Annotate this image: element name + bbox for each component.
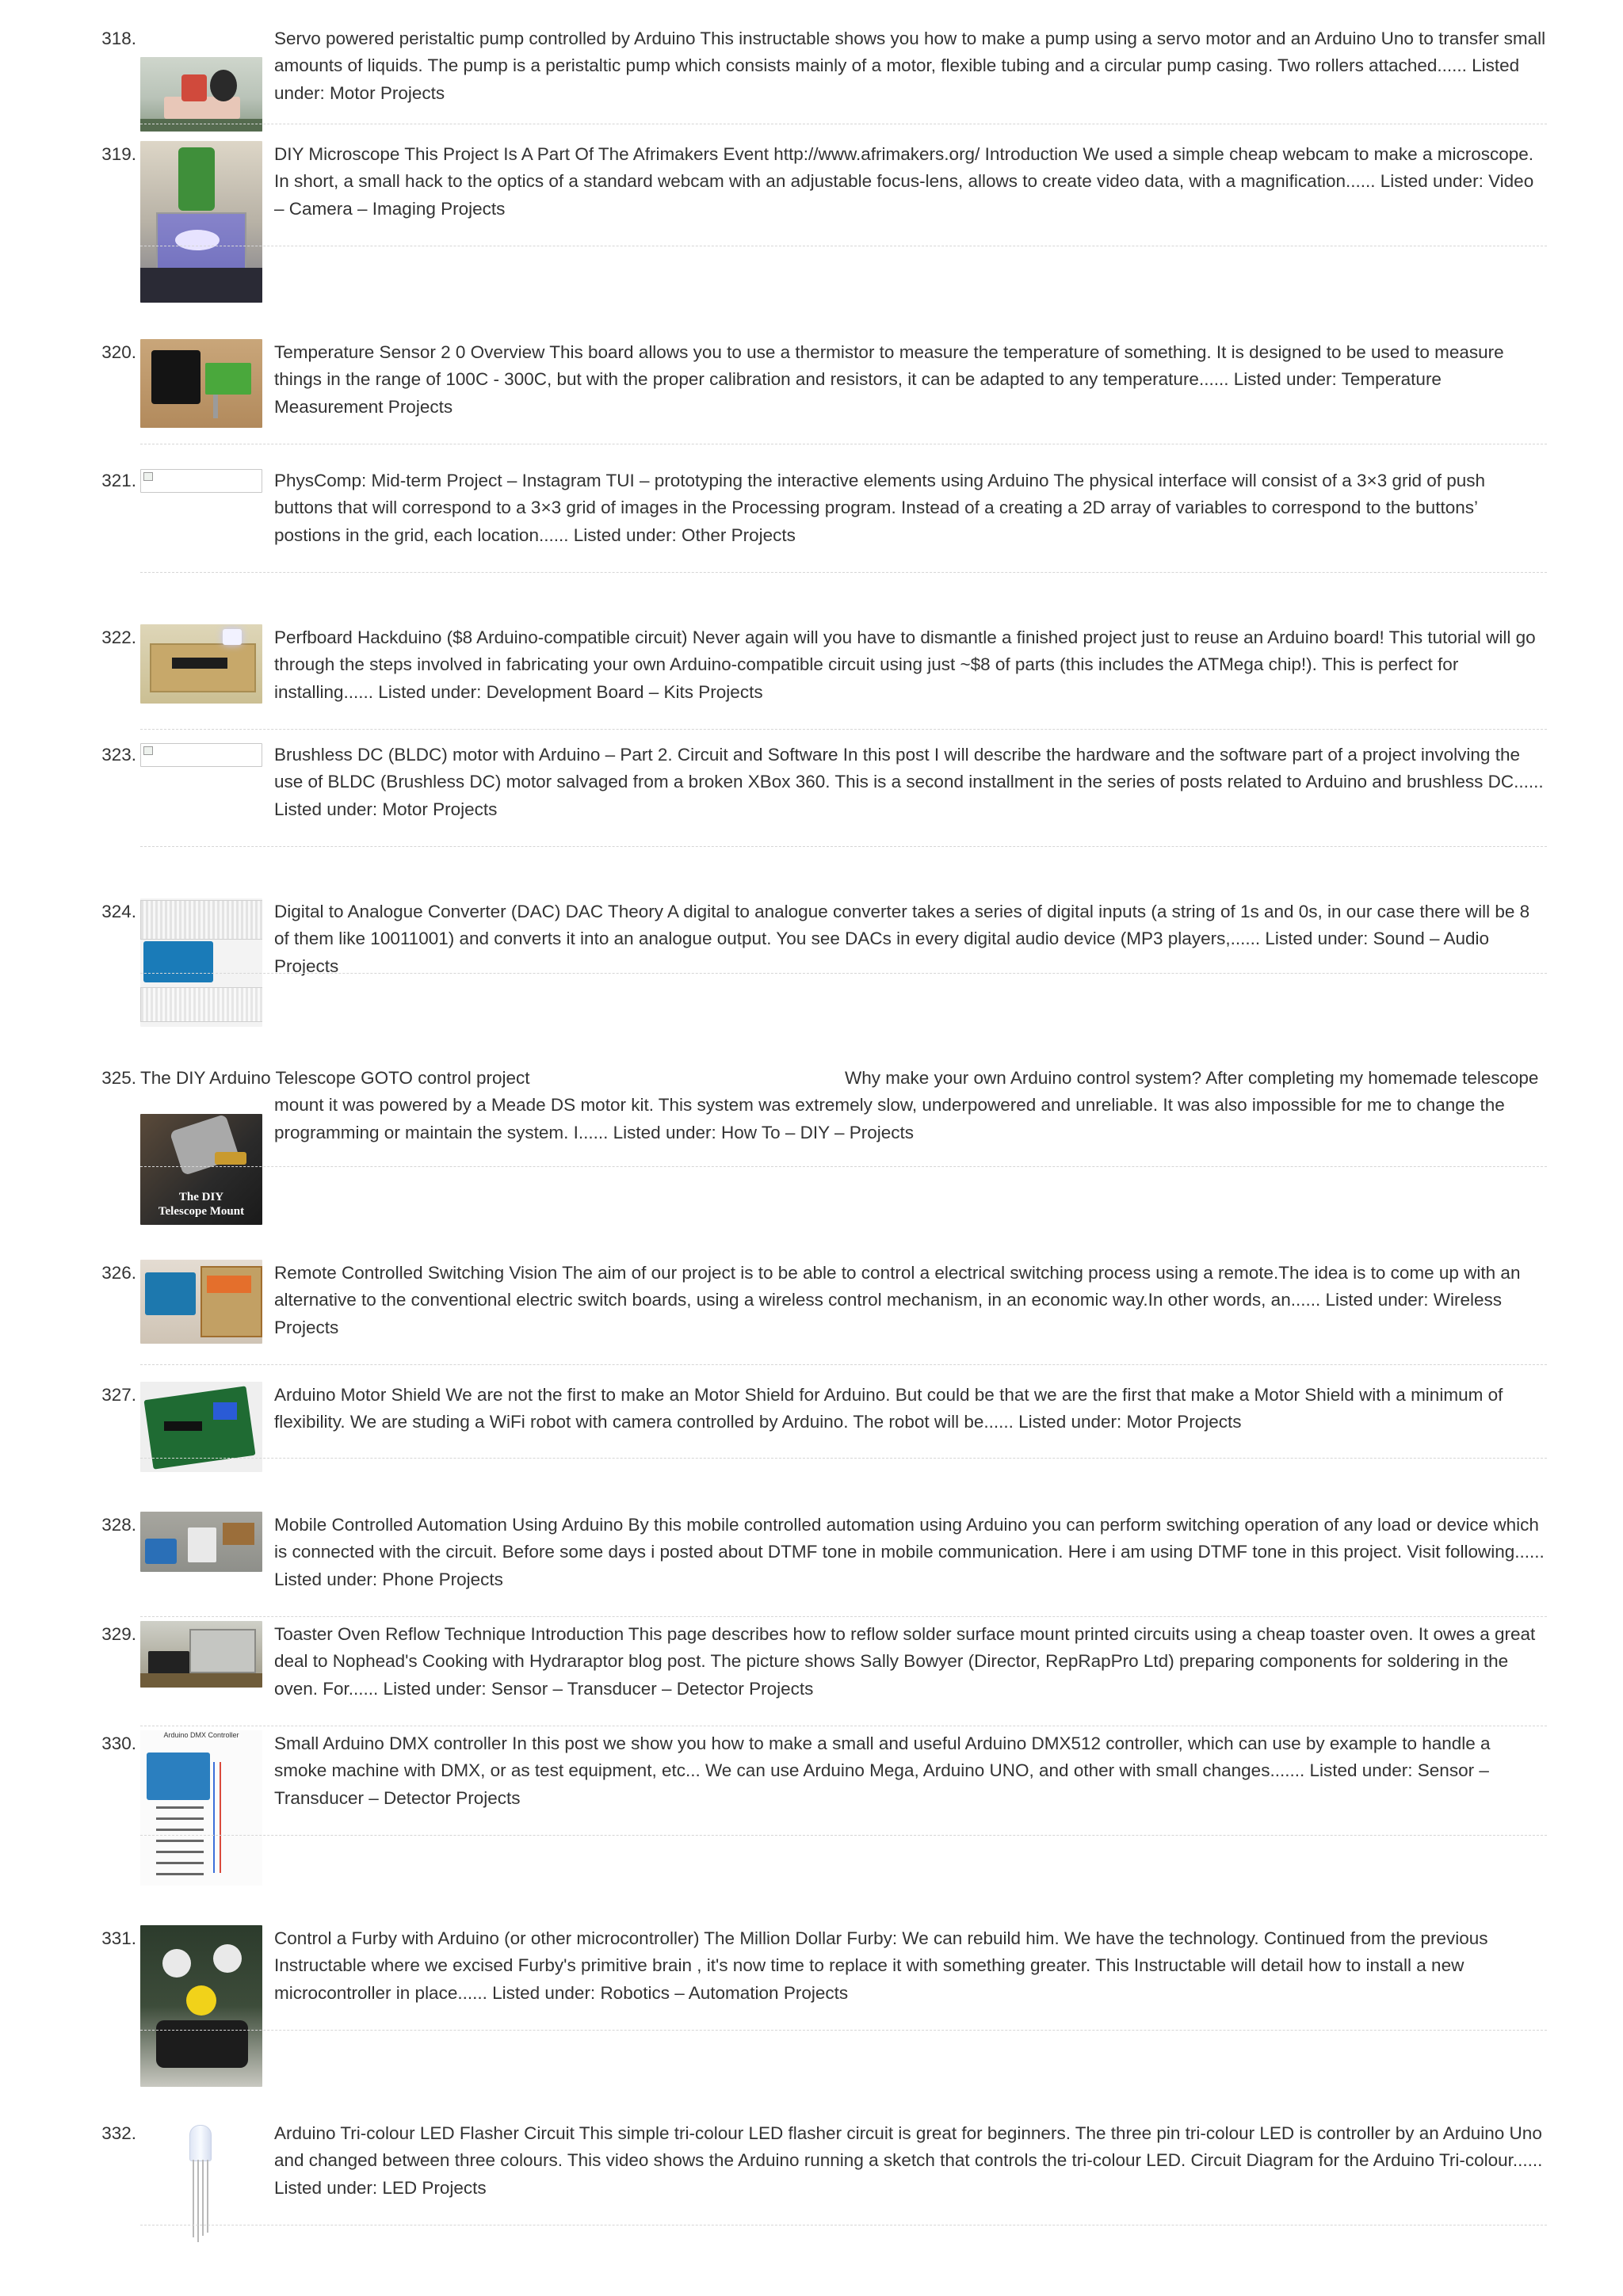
dmx-diagram-thumbnail[interactable]	[140, 1730, 262, 1886]
item-divider	[140, 1835, 1547, 1836]
item-description[interactable]: Small Arduino DMX controller In this post we show you how to make a small and useful Arduino DMX512 controller, which can use by example to handle a smoke machine with DMX, or as test equipment, etc... We can use Arduino Mega, Arduino UNO, and other with small changes....... Listed under: Sensor – Transducer – Detector Projects	[274, 1733, 1491, 1808]
item-divider	[140, 1166, 1547, 1167]
thumbnail-caption: The DIY Telescope Mount	[158, 1191, 245, 1218]
item-description[interactable]: DIY Microscope This Project Is A Part Of The Afrimakers Event http://www.afrimakers.org/ Introduction We used a simple cheap webcam to make a microscope. In short, a small hack to the optics of a standard webcam with an adjustable focus-lens, allows to create video data, with a magnification...... Listed under: Video – Camera – Imaging Projects	[274, 144, 1534, 219]
broken-image-thumbnail[interactable]	[140, 469, 262, 493]
item-description[interactable]: Perfboard Hackduino ($8 Arduino-compatible circuit) Never again will you have to dismantle a finished project just to reuse an Arduino board! This tutorial will go through the steps involved in fabricating your own Arduino-compatible circuit using just ~$8 of parts (this includes the ATMega chip!). This is perfect for installing...... Listed under: Development Board – Kits Projects	[274, 627, 1536, 702]
item-number: 331.	[101, 1928, 136, 1948]
item-divider	[140, 846, 1547, 847]
item-divider	[140, 973, 1547, 974]
microscope-thumbnail[interactable]	[140, 141, 262, 303]
item-description[interactable]: Arduino Tri-colour LED Flasher Circuit This simple tri-colour LED flasher circuit is great for beginners. The three pin tri-colour LED is controller by an Arduino Uno and changed between three colours. This video shows the Arduino running a sketch that controls the tri-colour LED. Circuit Diagram for the Arduino Tri-colour...... Listed under: LED Projects	[274, 2123, 1543, 2198]
item-description[interactable]: Toaster Oven Reflow Technique Introduction This page describes how to reflow solder surface mount printed circuits using a cheap toaster oven. It owes a great deal to Nophead's Cooking with Hydraraptor blog post. The picture shows Sally Bowyer (Director, RepRapPro Ltd) preparing components for soldering in the oven. For...... Listed under: Sensor – Transducer – Detector Projects	[274, 1624, 1536, 1699]
broken-image-thumbnail[interactable]	[140, 743, 262, 767]
item-description[interactable]: Brushless DC (BLDC) motor with Arduino – Part 2. Circuit and Software In this post I will describe the hardware and the software part of a project involving the use of BLDC (Brushless DC) motor salvaged from a broken XBox 360. This is a second installment in the series of posts related to Arduino and brushless DC...... Listed under: Motor Projects	[274, 745, 1544, 819]
led-thumbnail[interactable]	[140, 2120, 262, 2247]
item-number: 325.	[101, 1068, 136, 1088]
furby-thumbnail[interactable]	[140, 1925, 262, 2087]
item-description[interactable]: PhysComp: Mid-term Project – Instagram TUI – prototyping the interactive elements using Arduino The physical interface will consist of a 3×3 grid of push buttons that will correspond to a 3×3 grid of images in the Processing program. Instead of a creating a 2D array of variables to correspond to the buttons’ postions in the grid, each location...... Listed under: Other Projects	[274, 471, 1486, 545]
thumbnail-caption: Arduino DMX Controller	[163, 1731, 239, 1739]
item-description[interactable]: Mobile Controlled Automation Using Arduino By this mobile controlled automation using Arduino you can perform switching operation of any load or device which is connected with the circuit. Before some days i posted about DTMF tone in mobile communication. Here i am using DTMF tone in this project. Visit following...... Listed under: Phone Projects	[274, 1515, 1545, 1589]
item-description[interactable]: Digital to Analogue Converter (DAC) DAC Theory A digital to analogue converter takes a series of digital inputs (a string of 1s and 0s, in our case there will be 8 of them like 10011001) and converts it into an analogue output. You see DACs in every digital audio device (MP3 players,...... Listed under: Sound – Audio Projects	[274, 902, 1530, 976]
item-number: 328.	[101, 1515, 136, 1535]
item-number: 321.	[101, 471, 136, 490]
item-number: 326.	[101, 1263, 136, 1283]
dac-breadboard-thumbnail[interactable]	[140, 898, 262, 1027]
item-divider	[140, 1364, 1547, 1365]
item-description[interactable]: Control a Furby with Arduino (or other microcontroller) The Million Dollar Furby: We can rebuild him. We have the technology. Continued from the previous Instructable where we excised Furby's primitive brain , it's now time to replace it with something greater. This Instructable will detail how to install a new microcontroller in place...... Listed under: Robotics – Automation Projects	[274, 1928, 1488, 2003]
item-number: 332.	[101, 2123, 136, 2143]
remote-switching-thumbnail[interactable]	[140, 1260, 262, 1344]
item-title[interactable]: The DIY Arduino Telescope GOTO control project	[140, 1068, 530, 1088]
mobile-automation-thumbnail[interactable]	[140, 1512, 262, 1572]
item-number: 324.	[101, 902, 136, 921]
item-number: 330.	[101, 1733, 136, 1753]
item-description[interactable]: Arduino Motor Shield We are not the first to make an Motor Shield for Arduino. But could be that we are the first that make a Motor Shield with a minimum of flexibility. We are studing a WiFi robot with camera controlled by Arduino. The robot will be...... Listed under: Motor Projects	[274, 1385, 1503, 1432]
telescope-thumbnail[interactable]	[140, 1114, 262, 1225]
item-description[interactable]: Temperature Sensor 2 0 Overview This board allows you to use a thermistor to measure the temperature of something. It is designed to be used to measure things in the range of 100C - 300C, but with the proper calibration and resistors, it can be adapted to any temperature...... Listed under: Temperature Measurement Projects	[274, 342, 1504, 417]
item-description[interactable]: Remote Controlled Switching Vision The aim of our project is to be able to control a electrical switching process using a remote.The idea is to come up with an alternative to the conventional electric switch boards, using a wireless control mechanism, in an economic way.In other words, an...... Listed under: Wireless Projects	[274, 1263, 1521, 1337]
item-description-container	[274, 1065, 1547, 1146]
item-number: 320.	[101, 342, 136, 362]
item-number: 318.	[101, 29, 136, 48]
item-number: 327.	[101, 1385, 136, 1405]
reflow-oven-thumbnail[interactable]	[140, 1621, 262, 1688]
perfboard-thumbnail[interactable]	[140, 624, 262, 704]
item-divider	[140, 1458, 1547, 1459]
item-number: 329.	[101, 1624, 136, 1644]
temperature-sensor-thumbnail[interactable]	[140, 339, 262, 428]
item-divider	[140, 572, 1547, 573]
item-number: 319.	[101, 144, 136, 164]
item-divider	[140, 1616, 1547, 1617]
item-divider	[140, 2030, 1547, 2031]
item-number: 323.	[101, 745, 136, 765]
servo-pump-thumbnail[interactable]	[140, 57, 262, 132]
item-number: 322.	[101, 627, 136, 647]
item-description[interactable]: Why make your own Arduino control system? After completing my homemade telescope mount it was powered by a Meade DS motor kit. This system was extremely slow, underpowered and unreliable. It was also impossible for me to change the programming or maintain the system. I...... Listed under: How To – DIY – Projects	[274, 1068, 1539, 1142]
item-divider	[140, 729, 1547, 730]
item-description[interactable]: Servo powered peristaltic pump controlled by Arduino This instructable shows you how to make a pump using a servo motor and an Arduino Uno to transfer small amounts of liquids. The pump is a peristaltic pump which consists mainly of a motor, flexible tubing and a circular pump casing. Two rollers attached...... Listed under: Motor Projects	[274, 29, 1546, 103]
